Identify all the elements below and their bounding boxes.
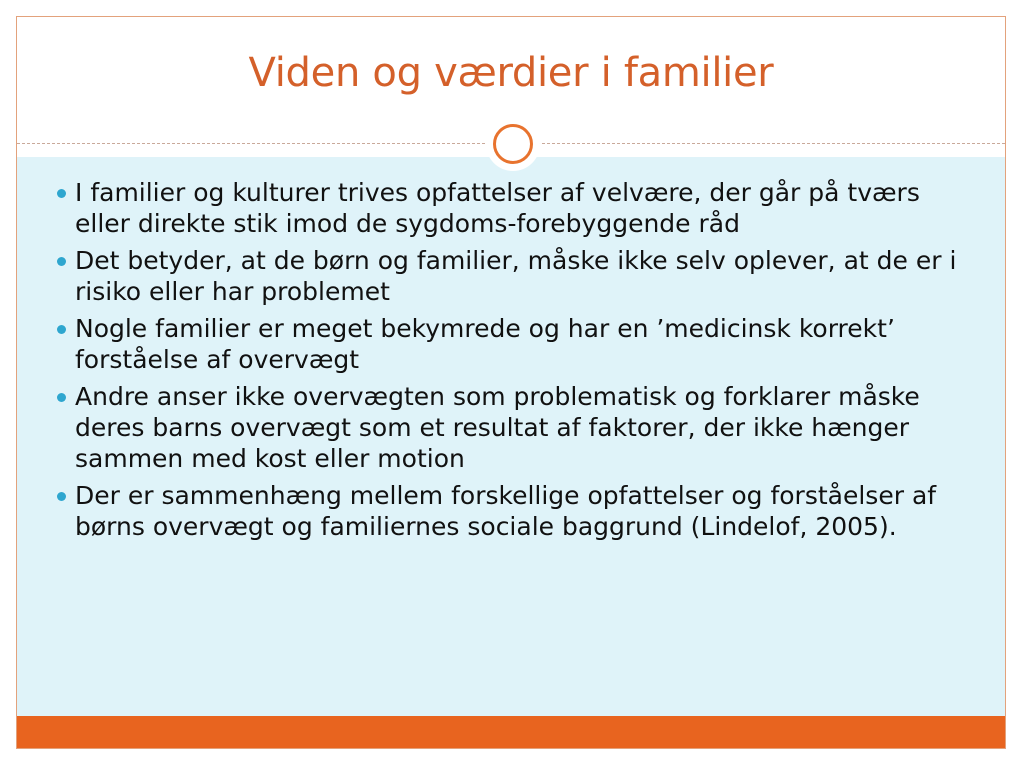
bullet-item	[57, 313, 967, 375]
bullet-item	[57, 381, 967, 474]
ornament-ring	[493, 124, 533, 164]
bullet-text: Der er sammenhæng mellem forskellige opfattelser og forståelser af børns overvægt og familiernes sociale baggrund (Lindelof, 2005).	[75, 481, 937, 541]
bullet-dot-icon	[57, 189, 66, 198]
bullet-list	[57, 177, 967, 548]
bullet-dot-icon	[57, 257, 66, 266]
slide	[16, 16, 1006, 749]
slide-title: Viden og værdier i familier	[248, 50, 774, 96]
bullet-text: I familier og kulturer trives opfattelser af velvære, der går på tværs eller direkte stik imod de sygdoms-forebyggende råd	[75, 178, 920, 238]
bullet-dot-icon	[57, 393, 66, 402]
bullet-dot-icon	[57, 492, 66, 501]
bullet-text: Det betyder, at de børn og familier, måske ikke selv oplever, at de er i risiko eller har problemet	[75, 246, 957, 306]
bullet-item	[57, 480, 967, 542]
bullet-text: Andre anser ikke overvægten som problematisk og forklarer måske deres barns overvægt som et resultat af faktorer, der ikke hænger sammen med kost eller motion	[75, 382, 920, 473]
circle-ring-icon	[486, 117, 540, 171]
bullet-text: Nogle familier er meget bekymrede og har en ’medicinsk korrekt’ forståelse af overvægt	[75, 314, 895, 374]
footer-bar	[17, 716, 1005, 749]
bullet-item	[57, 245, 967, 307]
bullet-dot-icon	[57, 325, 66, 334]
bullet-item	[57, 177, 967, 239]
